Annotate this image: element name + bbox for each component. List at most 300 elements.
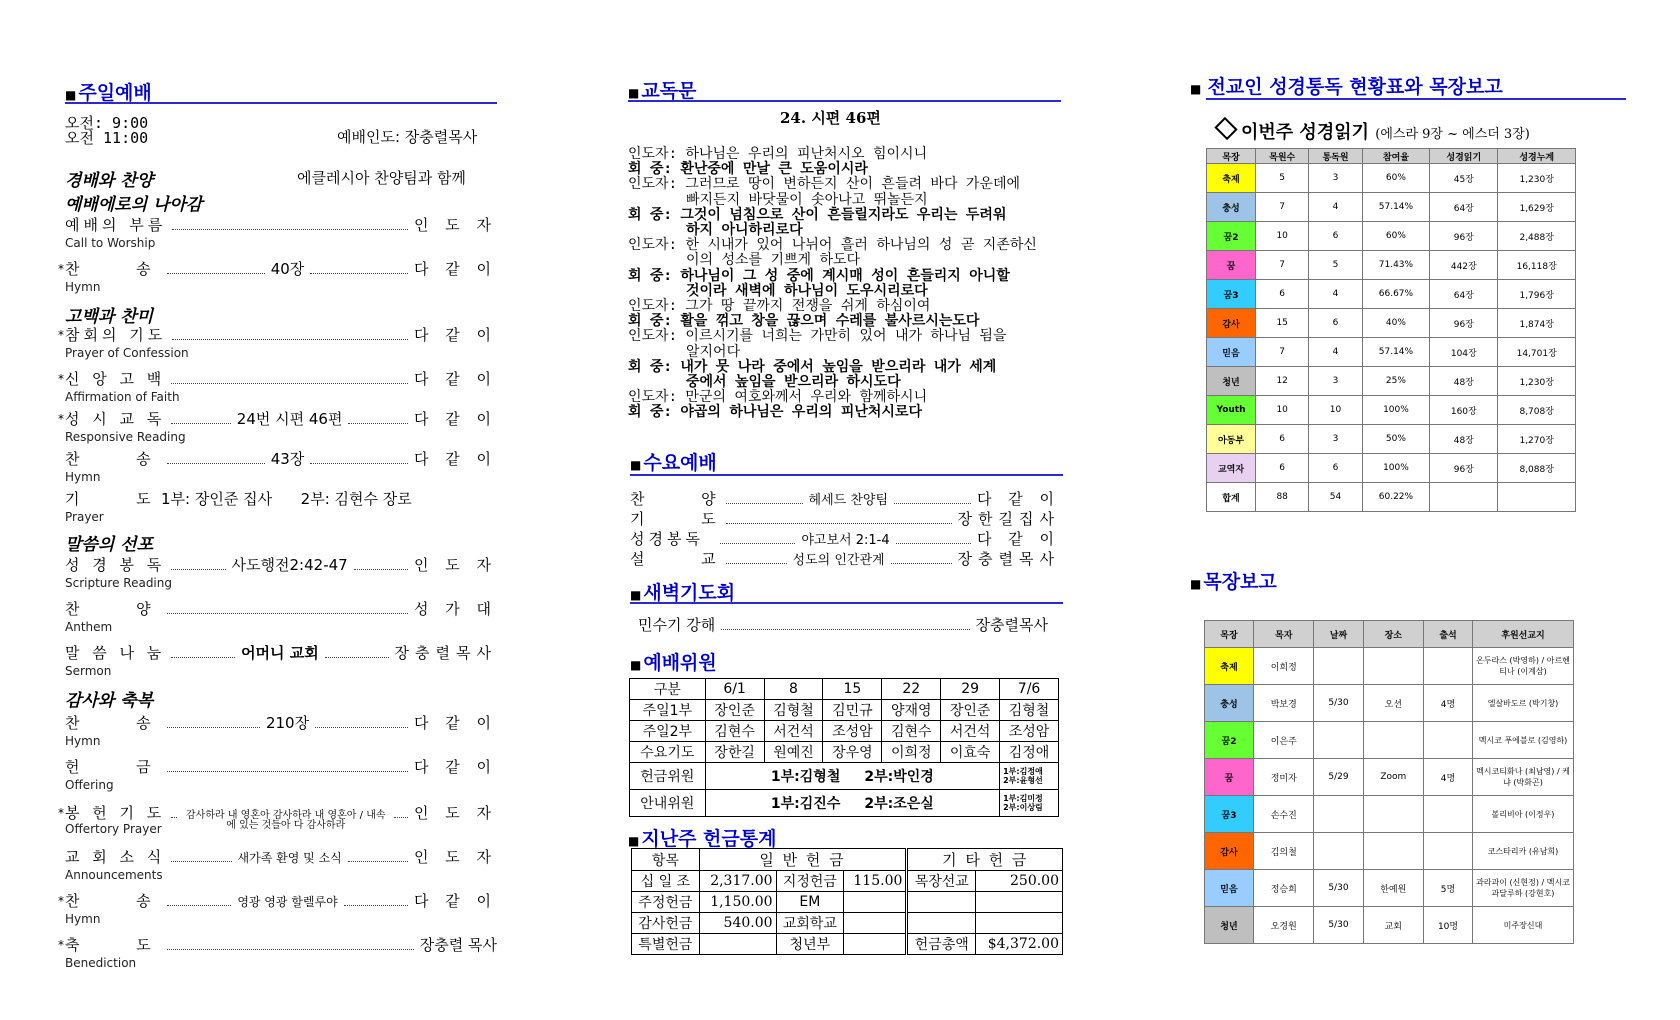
dawn-leader: 장충렬목사 — [975, 616, 1048, 634]
table-cell: 4 — [1309, 338, 1362, 367]
reading-line: 인도자: 한 시내가 있어 나뉘어 흘러 하나님의 성 곧 지존하신 — [628, 237, 1037, 254]
stand-marker: * — [58, 262, 64, 276]
table-header-row — [1207, 149, 1576, 164]
worship-section-heading: 말씀의 선포 — [65, 535, 154, 555]
item-label: 설 교 — [630, 550, 720, 568]
table-header-cell: 일 반 헌 금 — [699, 849, 907, 871]
worship-item-row — [65, 642, 497, 663]
item-english: Affirmation of Faith — [65, 390, 180, 404]
item-label: 찬 송 — [65, 714, 155, 732]
worship-item — [65, 642, 497, 682]
item-detail: 40장 — [270, 260, 305, 278]
table-cell: 5/30 — [1314, 870, 1363, 907]
leader-dots — [171, 383, 408, 384]
reading-range: (에스라 9장 ~ 에스더 3장) — [1375, 127, 1530, 142]
table-row — [632, 934, 1063, 955]
book-icon — [1214, 117, 1237, 140]
table-cell: 6 — [1256, 425, 1309, 454]
reading-line: 인도자: 이르시기를 너희는 가만히 있어 내가 하나님 됨을 — [628, 328, 1007, 345]
table-cell — [705, 790, 999, 817]
table-cell: 김의철 — [1254, 833, 1314, 870]
title-rule — [1206, 98, 1626, 100]
worship-section-heading: 예배에로의 나아감 — [65, 195, 203, 215]
table-cell: 볼리비아 (이정우) — [1473, 796, 1574, 833]
item-label: 찬 양 — [630, 490, 720, 508]
item-label: 찬 송 — [65, 260, 155, 278]
group-cell: 청년 — [1205, 907, 1254, 944]
leader-dots — [310, 463, 408, 464]
table-row — [1207, 280, 1576, 309]
table-cell — [1498, 483, 1576, 512]
table-cell: 3 — [1309, 164, 1362, 193]
leader-dots — [354, 569, 408, 570]
item-label: 헌 금 — [65, 758, 155, 776]
leader-dots — [167, 949, 414, 950]
report-title: ■ 목장보고 — [1190, 571, 1277, 593]
table-cell — [976, 913, 1063, 934]
table-cell: 96장 — [1430, 309, 1498, 338]
table-cell: 54 — [1309, 483, 1362, 512]
worship-item — [65, 488, 497, 528]
table-row — [1205, 759, 1574, 796]
table-cell: 5/30 — [1314, 907, 1363, 944]
table-cell: 48장 — [1430, 425, 1498, 454]
item-leader: 다 같 이 — [977, 530, 1061, 548]
table-cell: 50% — [1362, 425, 1429, 454]
table-cell: 10 — [1309, 396, 1362, 425]
item-detail: 어머니 교회 — [241, 644, 319, 662]
leader-dots — [721, 629, 969, 630]
table-cell: 멕시코티화나 (최남영) / 케냐 (박화곤) — [1473, 759, 1574, 796]
stand-marker: * — [58, 894, 64, 908]
table-header-cell: 출석 — [1424, 621, 1473, 648]
table-cell: 1,230장 — [1498, 367, 1576, 396]
table-cell: 100% — [1362, 454, 1429, 483]
table-cell: 손수진 — [1254, 796, 1314, 833]
table-cell: 88 — [1256, 483, 1309, 512]
table-row — [1205, 833, 1574, 870]
title-rule — [628, 100, 1061, 102]
table-cell: 15 — [1256, 309, 1309, 338]
worship-item — [58, 934, 497, 974]
this-week-reading: 이번주 성경읽기 (에스라 9장 ~ 에스더 3장) — [1217, 118, 1530, 144]
item-leader: 장한길집사 — [957, 510, 1060, 528]
item-english: Sermon — [65, 664, 112, 678]
table-cell: 지정헌금 — [776, 871, 844, 892]
table-cell: 헌금위원 — [630, 763, 706, 790]
staff-note: 1부:김미정 — [1003, 794, 1043, 803]
leader-dots — [726, 563, 787, 564]
table-cell: 과라과이 (신현정) / 멕시코과달루하 (강현호) — [1473, 870, 1574, 907]
reading-line: 인도자: 하나님은 우리의 피난처시오 힘이시니 — [628, 146, 928, 162]
table-cell: 10 — [1256, 222, 1309, 251]
item-label: 찬 양 — [65, 600, 155, 618]
item-detail: 43장 — [270, 450, 305, 468]
table-header-cell: 참여율 — [1362, 149, 1429, 164]
item-detail: 성도의 인간관계 — [792, 553, 885, 568]
item-label: 교 회 소 식 — [65, 848, 166, 866]
reading-line: 회 중: 내가 뭇 나라 중에서 높임을 받으리라 내가 세계 — [628, 358, 997, 375]
worship-item-row — [65, 598, 497, 619]
table-cell: 주일2부 — [630, 721, 706, 742]
table-cell: 오경원 — [1254, 907, 1314, 944]
table-cell: 특별헌금 — [632, 934, 700, 955]
leader-dots — [394, 817, 408, 818]
table-cell: 한예원 — [1363, 870, 1423, 907]
table-cell: 8,708장 — [1498, 396, 1576, 425]
item-detail: 감사하라 내 영혼아 감사하라 내 영혼아 / 내속에 있는 것들아 다 감사하라 — [186, 810, 386, 831]
table-header-cell: 6/1 — [705, 679, 764, 700]
table-cell: 김현수 — [882, 721, 941, 742]
item-label: 찬 송 — [65, 450, 155, 468]
table-cell: 60.22% — [1362, 483, 1429, 512]
table-cell: 십 일 조 — [632, 871, 700, 892]
item-leader: 인 도 자 — [413, 848, 497, 866]
table-row — [1207, 309, 1576, 338]
worship-section-heading: 감사와 축복 — [65, 691, 154, 711]
table-header-cell: 성경누계 — [1498, 149, 1576, 164]
table-header-cell: 목자 — [1254, 621, 1314, 648]
table-row — [1207, 164, 1576, 193]
reading-line: 이의 성소를 기쁘게 하도다 — [686, 252, 861, 269]
table-cell: 64장 — [1430, 193, 1498, 222]
item-leader: 인 도 자 — [413, 556, 497, 574]
table-header-cell: 7/6 — [1000, 679, 1059, 700]
table-row — [1207, 222, 1576, 251]
worship-item — [65, 554, 497, 594]
table-row — [1207, 454, 1576, 483]
item-english: Anthem — [65, 620, 113, 634]
table-cell: 수요기도 — [630, 742, 706, 763]
table-cell: 4 — [1309, 193, 1362, 222]
leader-dots — [172, 229, 408, 230]
worship-staff-title: ■ 예배위원 — [630, 652, 717, 674]
table-row — [1205, 907, 1574, 944]
table-row — [1207, 483, 1576, 512]
table-cell: 4명 — [1424, 759, 1473, 796]
table-cell: 장한길 — [705, 742, 764, 763]
title-rule — [630, 602, 1063, 604]
stand-marker: * — [58, 412, 64, 426]
table-row — [630, 721, 1059, 742]
table-cell — [1314, 722, 1363, 759]
item-label: 성경봉독 — [630, 530, 704, 548]
item-label: 찬 송 — [65, 892, 155, 910]
cell-report-table — [1204, 620, 1574, 944]
worship-section-heading: 고백과 찬미 — [65, 307, 154, 327]
table-cell: 조성암 — [1000, 721, 1059, 742]
table-cell: 김현수 — [705, 721, 764, 742]
leader-dots — [726, 523, 952, 524]
worship-item — [65, 448, 497, 488]
service-times: 오전: 9:00 오전 11:00 — [65, 114, 149, 147]
table-cell: 1,270장 — [1498, 425, 1576, 454]
wednesday-item — [630, 548, 1060, 569]
group-cell: 믿음 — [1205, 870, 1254, 907]
item-label: 참회의 기도 — [65, 326, 167, 344]
table-row — [1205, 870, 1574, 907]
item-leader: 다 같 이 — [413, 370, 497, 388]
title-rule — [65, 102, 497, 104]
leader-dots — [172, 339, 408, 340]
table-cell: 1,874장 — [1498, 309, 1576, 338]
table-row — [632, 892, 1063, 913]
table-cell: 엘살바도르 (박기창) — [1473, 685, 1574, 722]
item-english: Benediction — [65, 956, 137, 970]
table-cell: 6 — [1309, 454, 1362, 483]
leader-dots — [167, 463, 265, 464]
item-label: 말 씀 나 눔 — [65, 644, 166, 662]
group-cell: 꿈2 — [1205, 722, 1254, 759]
worship-item — [65, 214, 497, 254]
table-cell: 헌금총액 — [907, 934, 976, 955]
stand-marker: * — [58, 328, 64, 342]
table-cell — [1424, 648, 1473, 685]
table-cell: 2,488장 — [1498, 222, 1576, 251]
table-cell: 5 — [1309, 251, 1362, 280]
staff-note: 1부:김정애 — [1003, 767, 1043, 776]
group-cell: 축제 — [1207, 164, 1256, 193]
table-cell: 주정헌금 — [632, 892, 700, 913]
table-cell: 1,629장 — [1498, 193, 1576, 222]
table-cell: 442장 — [1430, 251, 1498, 280]
table-cell: 장인준 — [941, 700, 1000, 721]
reading-line: 인도자: 그러므로 땅이 변하든지 산이 흔들려 바다 가운데에 — [628, 176, 1021, 193]
leader-dots — [344, 905, 408, 906]
reading-line: 인도자: 그가 땅 끝까지 전쟁을 쉬게 하심이여 — [628, 298, 931, 315]
table-cell: 정미자 — [1254, 759, 1314, 796]
table-cell: 서건석 — [764, 721, 823, 742]
table-header-cell: 기 타 헌 금 — [907, 849, 1063, 871]
item-label: 성 경 봉 독 — [65, 556, 166, 574]
worship-item-row — [65, 408, 497, 429]
table-cell: 40% — [1362, 309, 1429, 338]
dawn-prayer-row — [638, 614, 1048, 635]
leader-dots — [171, 657, 235, 658]
item-english: Hymn — [65, 280, 101, 294]
reading-line: 중에서 높임을 받으리라 하시도다 — [686, 374, 901, 391]
reading-line: 회 중: 하나님이 그 성 중에 계시매 성이 흔들리지 아니할 — [628, 267, 1010, 284]
table-cell: 오션 — [1363, 685, 1423, 722]
worship-item-row — [65, 214, 497, 235]
table-cell: 7 — [1256, 193, 1309, 222]
reading-line: 빠지든지 바닷물이 솟아나고 뛰놀든지 — [686, 191, 928, 208]
table-header-cell: 구분 — [630, 679, 706, 700]
table-row — [1207, 193, 1576, 222]
table-cell: 48장 — [1430, 367, 1498, 396]
worship-item-row — [65, 554, 497, 575]
table-cell — [844, 892, 907, 913]
group-cell: 청년 — [1207, 367, 1256, 396]
table-cell: 250.00 — [976, 871, 1063, 892]
table-cell: 3 — [1309, 367, 1362, 396]
table-cell — [1430, 483, 1498, 512]
group-cell: 꿈3 — [1205, 796, 1254, 833]
worship-item — [65, 598, 497, 638]
table-cell: 청년부 — [776, 934, 844, 955]
table-cell: 이효숙 — [941, 742, 1000, 763]
wednesday-item — [630, 508, 1060, 529]
group-cell: 감사 — [1207, 309, 1256, 338]
table-cell: 96장 — [1430, 222, 1498, 251]
worship-item-row — [65, 756, 497, 777]
leader-dots — [167, 727, 260, 728]
stand-marker: * — [58, 372, 64, 386]
table-cell: 3 — [1309, 425, 1362, 454]
item-english: Hymn — [65, 734, 101, 748]
table-cell: 1,150.00 — [699, 892, 776, 913]
item-english: Hymn — [65, 912, 101, 926]
table-row — [1207, 396, 1576, 425]
table-cell: 목장선교 — [907, 871, 976, 892]
table-row — [630, 700, 1059, 721]
item-label: 축 도 — [65, 936, 155, 954]
table-row — [630, 742, 1059, 763]
table-cell — [1314, 833, 1363, 870]
worship-item — [58, 258, 497, 298]
table-cell: 104장 — [1430, 338, 1498, 367]
table-header-cell: 8 — [764, 679, 823, 700]
worship-item-row — [65, 324, 497, 345]
dawn-label: 민수기 강해 — [638, 616, 716, 634]
table-cell: 정승희 — [1254, 870, 1314, 907]
table-cell: 96장 — [1430, 454, 1498, 483]
item-english: Offertory Prayer — [65, 822, 162, 836]
table-cell — [1424, 833, 1473, 870]
title-rule — [630, 474, 1063, 476]
worship-item-row — [65, 258, 497, 279]
table-header-row — [1205, 621, 1574, 648]
stand-marker: * — [58, 938, 64, 952]
worship-staff-table — [629, 678, 1059, 817]
responsive-reading-text — [628, 147, 1037, 421]
table-cell: 코스타리카 (유남희) — [1473, 833, 1574, 870]
reading-line: 회 중: 환난중에 만날 큰 도움이시라 — [628, 161, 868, 178]
table-cell — [1314, 648, 1363, 685]
table-cell: 조성암 — [823, 721, 882, 742]
table-cell: 김민규 — [823, 700, 882, 721]
offering-stats-title: ■ 지난주 헌금통계 — [628, 828, 777, 850]
leader-dots — [171, 817, 177, 818]
item-label: 기 도 — [65, 490, 155, 508]
table-row — [1205, 722, 1574, 759]
table-header-cell: 15 — [823, 679, 882, 700]
worship-item-row — [65, 934, 497, 955]
group-cell: 충성 — [1205, 685, 1254, 722]
item-english: Scripture Reading — [65, 576, 172, 590]
staff-note: 2부:윤형선 — [1003, 776, 1043, 785]
table-cell: 540.00 — [699, 913, 776, 934]
stand-marker: * — [58, 806, 64, 820]
praise-team-note: 에클레시아 찬양팀과 함께 — [297, 169, 466, 187]
item-detail: 영광 영광 할렐루야 — [237, 895, 338, 909]
reading-line: 알지어다 — [686, 343, 741, 360]
item-detail: 야고보서 2:1-4 — [801, 533, 890, 548]
wednesday-item — [630, 488, 1060, 509]
table-cell: 6 — [1309, 309, 1362, 338]
table-cell: 박보경 — [1254, 685, 1314, 722]
table-cell: 미주장신대 — [1473, 907, 1574, 944]
worship-item — [58, 802, 497, 842]
table-row — [1207, 338, 1576, 367]
item-english: Prayer — [65, 510, 104, 524]
leader-dots — [348, 423, 408, 424]
table-cell: 김정애 — [1000, 742, 1059, 763]
item-english: Call to Worship — [65, 236, 156, 250]
table-cell — [1424, 796, 1473, 833]
table-header-cell: 통독원 — [1309, 149, 1362, 164]
table-row — [1207, 425, 1576, 454]
table-cell: 16,118장 — [1498, 251, 1576, 280]
reading-line: 하지 아니하리로다 — [686, 222, 803, 239]
worship-item — [65, 756, 497, 796]
table-cell: 6 — [1256, 280, 1309, 309]
table-cell: 57.14% — [1362, 338, 1429, 367]
dawn-prayer-title: ■ 새벽기도회 — [630, 582, 736, 604]
worship-item-row — [65, 890, 497, 911]
item-leader: 다 같 이 — [413, 260, 497, 278]
table-cell — [1000, 790, 1059, 817]
leader-dots — [891, 563, 952, 564]
table-cell — [1363, 648, 1423, 685]
reading-line: 회 중: 그것이 넘침으로 산이 흔들릴지라도 우리는 두려워 — [628, 206, 1007, 223]
item-english: Announcements — [65, 868, 163, 882]
table-cell: 교회학교 — [776, 913, 844, 934]
item-label: 성 시 교 독 — [65, 410, 166, 428]
table-cell: 주일1부 — [630, 700, 706, 721]
reading-line: 회 중: 야곱의 하나님은 우리의 피난처시로다 — [628, 404, 923, 421]
group-cell: 꿈 — [1207, 251, 1256, 280]
table-cell — [1363, 722, 1423, 759]
group-cell: 교역자 — [1207, 454, 1256, 483]
item-leader: 장충렬목사 — [957, 550, 1060, 568]
table-cell: 7 — [1256, 338, 1309, 367]
table-cell: 100% — [1362, 396, 1429, 425]
item-leader: 장충렬 목사 — [419, 936, 497, 954]
table-cell: 57.14% — [1362, 193, 1429, 222]
worship-item-row — [65, 448, 497, 469]
item-detail: 새가족 환영 및 소식 — [237, 851, 342, 865]
table-cell: 6 — [1309, 222, 1362, 251]
group-cell: 믿음 — [1207, 338, 1256, 367]
worship-section-heading: 경배와 찬양 — [65, 171, 154, 191]
worship-item-row — [65, 846, 497, 867]
item-detail: 헤세드 찬양팀 — [808, 493, 889, 508]
table-cell: 115.00 — [844, 871, 907, 892]
table-cell — [705, 763, 999, 790]
table-header-cell: 목장 — [1205, 621, 1254, 648]
table-header-cell: 성경읽기 — [1430, 149, 1498, 164]
table-cell — [1314, 796, 1363, 833]
group-cell: 꿈3 — [1207, 280, 1256, 309]
item-label: 봉 헌 기 도 — [65, 804, 166, 822]
item-leader: 다 같 이 — [413, 450, 497, 468]
leader-dots — [896, 543, 971, 544]
table-cell — [844, 934, 907, 955]
table-cell: 교회 — [1363, 907, 1423, 944]
worship-item-row — [65, 368, 497, 389]
table-cell: 1,796장 — [1498, 280, 1576, 309]
item-leader: 인 도 자 — [413, 216, 497, 234]
table-cell — [976, 892, 1063, 913]
leader-dots — [171, 423, 231, 424]
leader-dots — [348, 861, 408, 862]
bible-reading-table — [1206, 148, 1576, 512]
leader-dots — [726, 503, 803, 504]
table-cell: 김형철 — [764, 700, 823, 721]
table-cell: 장우영 — [823, 742, 882, 763]
worship-item — [65, 846, 497, 886]
